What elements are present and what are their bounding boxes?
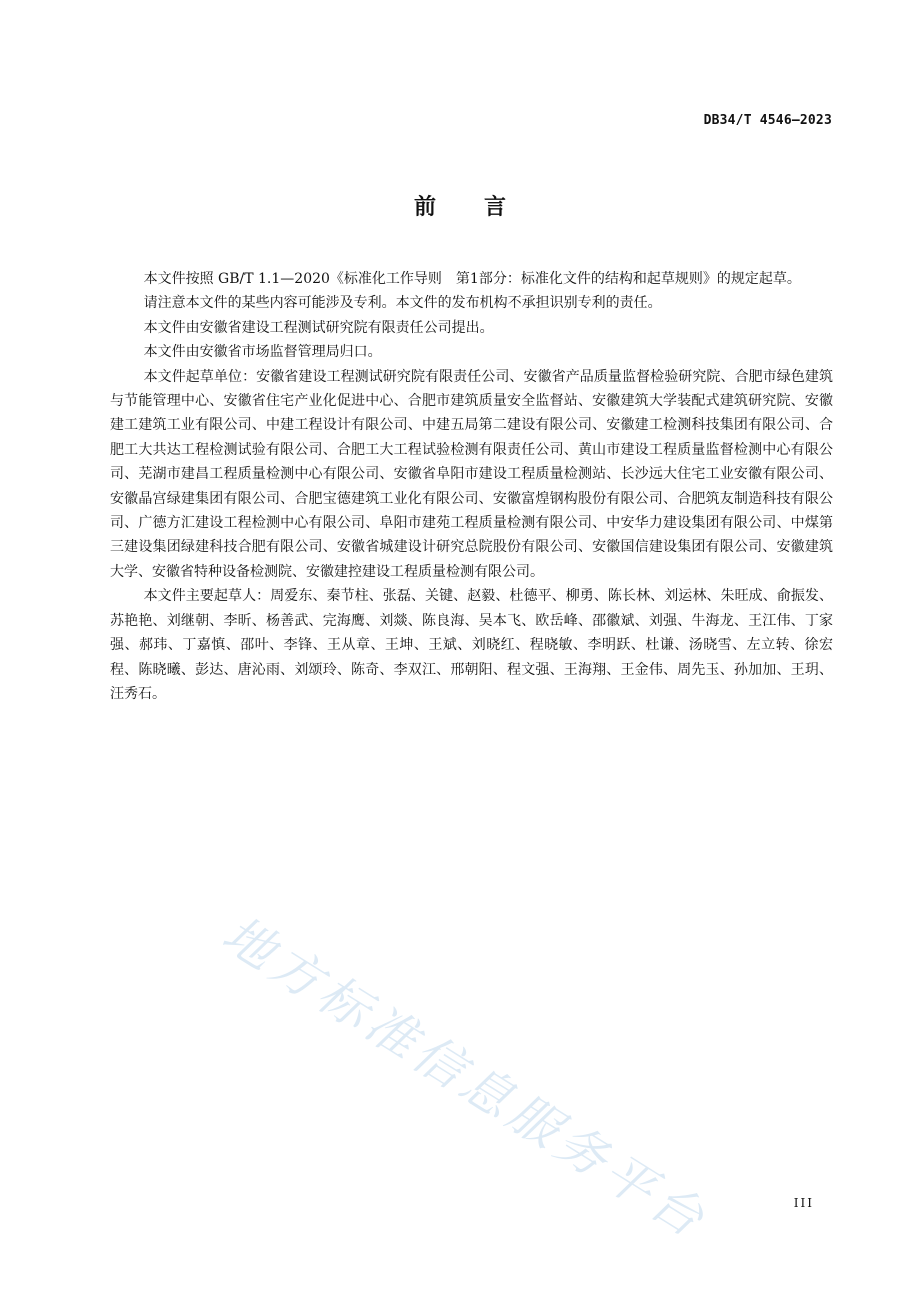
watermark: 地方标准信息服务平台 bbox=[212, 904, 719, 1251]
paragraph-proposer: 本文件由安徽省建设工程测试研究院有限责任公司提出。 bbox=[143, 319, 494, 336]
paragraph-administrator: 本文件由安徽省市场监督管理局归口。 bbox=[143, 344, 382, 361]
foreword-body bbox=[110, 267, 833, 706]
page-title: 前言 bbox=[413, 195, 554, 220]
paragraph-drafting-basis: 本文件按照 GB/T 1.1—2020《标准化工作导则 第1部分：标准化文件的结构和起草规则》的规定起草。 bbox=[143, 271, 801, 287]
paragraph-patent-notice: 请注意本文件的某些内容可能涉及专利。本文件的发布机构不承担识别专利的责任。 bbox=[143, 295, 662, 312]
paragraph-drafting-organizations: 本文件起草单位：安徽省建设工程测试研究院有限责任公司、安徽省产品质量监督检验研究院、合肥市绿色建筑与节能管理中心、安徽省住宅产业化促进中心、合肥市建筑质量安全监督站、安徽建筑大学装配式建筑研究院、安徽建工建筑工业有限公司、中建工程设计有限公司、中建五局第二建设有限公司、安徽建工检测科技集团有限公司、合肥工大共达工程检测试验有限公司、合肥工大工程试验检测有限责任公司、黄山市建设工程质量监督检测中心有限公司、芜湖市建昌工程质量检测中心有限公司、安徽省阜阳市建设工程质量检测站、长沙远大住宅工业安徽有限公司、安徽晶宫绿建集团有限公司、合肥宝德建筑工业化有限公司、安徽富煌钢构股份有限公司、合肥筑友制造科技有限公司、广德方汇建设工程检测中心有限公司、阜阳市建苑工程质量检测有限公司、中安华力建设集团有限公司、中煤第三建设集团绿建科技合肥有限公司、安徽省城建设计研究总院股份有限公司、安徽国信建设集团有限公司、安徽建筑大学、安徽省特种设备检测院、安徽建控建设工程质量检测有限公司。 bbox=[110, 368, 833, 580]
page-number: III bbox=[793, 1196, 814, 1210]
document-code: DB34/T 4546—2023 bbox=[703, 113, 832, 128]
paragraph-drafters: 本文件主要起草人：周爱东、秦节柱、张磊、关键、赵毅、杜德平、柳勇、陈长林、刘运林、朱旺成、俞振发、苏艳艳、刘继朝、李昕、杨善武、完海鹰、刘燚、陈良海、吴本飞、欧岳峰、邵徽斌、刘强、牛海龙、王江伟、丁家强、郝玮、丁嘉慎、邵叶、李锋、王从章、王坤、王斌、刘晓红、程晓敏、李明跃、杜谦、汤晓雪、左立转、徐宏程、陈晓曦、彭达、唐沁雨、刘颂玲、陈奇、李双江、邢朝阳、程文强、王海翔、王金伟、周先玉、孙加加、王玥、汪秀石。 bbox=[110, 588, 833, 702]
